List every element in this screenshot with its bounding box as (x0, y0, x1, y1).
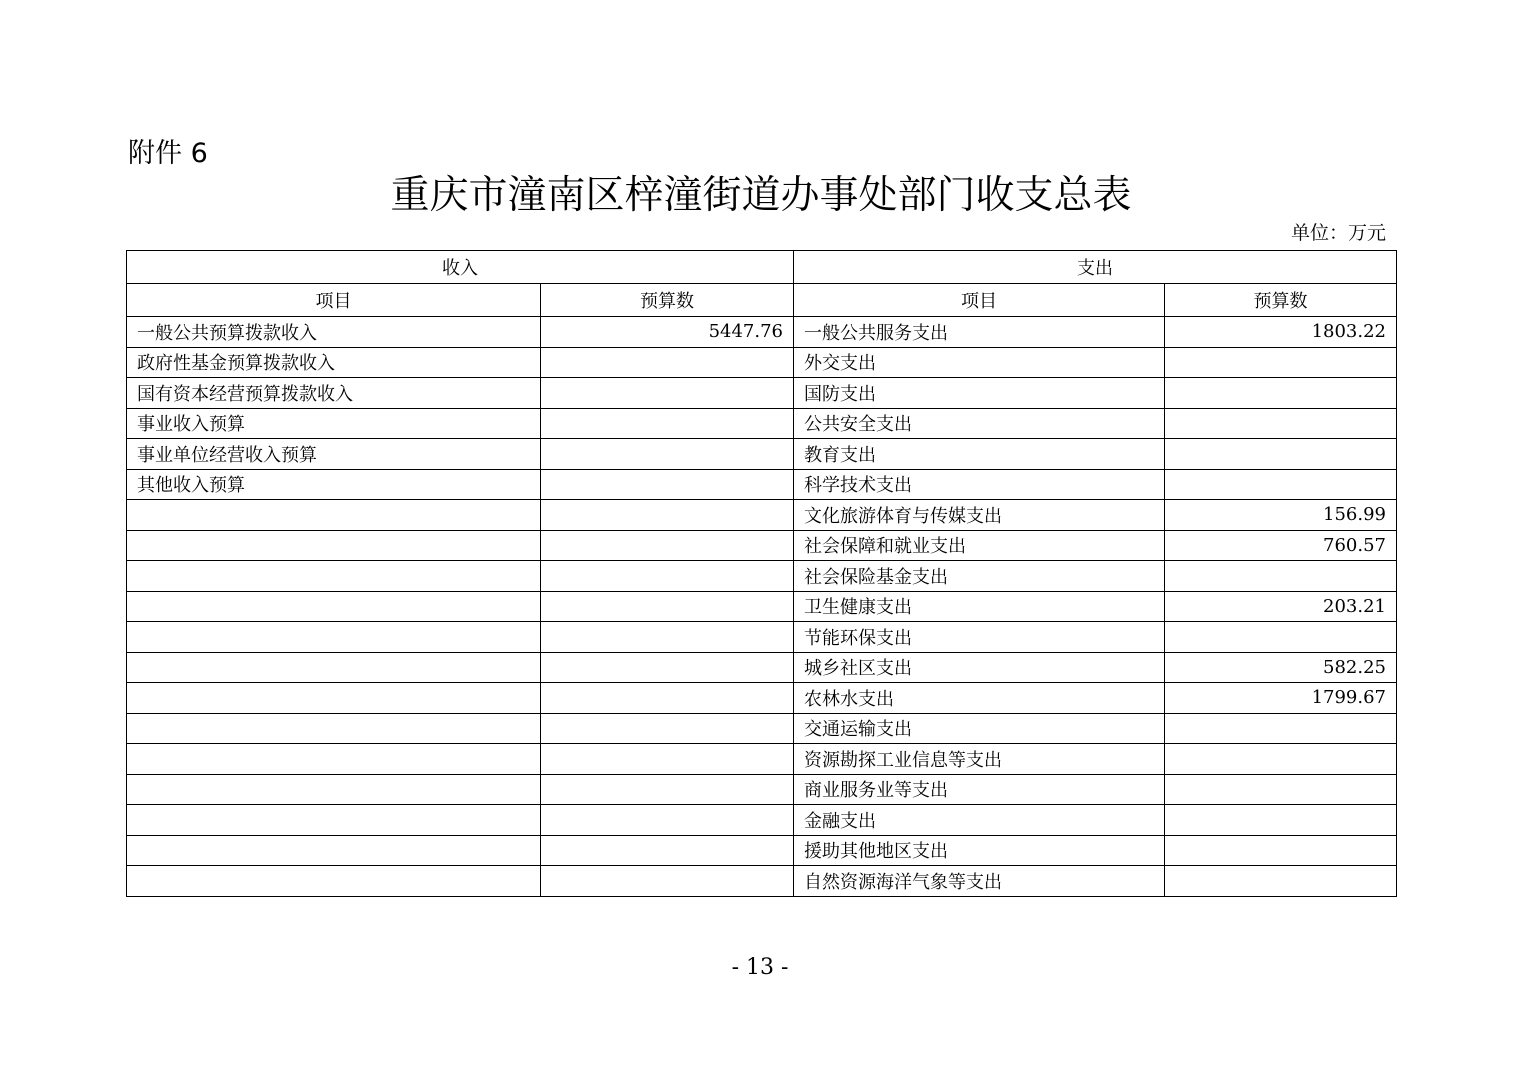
income-amount-cell (541, 744, 794, 775)
expense-amount-cell (1165, 774, 1397, 805)
table-row (127, 317, 1397, 348)
expense-amount-cell: 760.57 (1165, 530, 1397, 561)
expense-amount-cell (1165, 408, 1397, 439)
income-item-cell (127, 805, 541, 836)
income-amount-cell (541, 622, 794, 653)
expense-amount-cell (1165, 439, 1397, 470)
income-amount-cell (541, 561, 794, 592)
income-section-header: 收入 (127, 251, 794, 284)
income-amount-cell (541, 652, 794, 683)
expense-item-cell: 节能环保支出 (794, 622, 1165, 653)
expense-amount-cell (1165, 866, 1397, 897)
income-item-cell (127, 774, 541, 805)
income-item-cell: 政府性基金预算拨款收入 (127, 347, 541, 378)
table-row (127, 408, 1397, 439)
income-item-cell (127, 683, 541, 714)
income-item-cell: 事业单位经营收入预算 (127, 439, 541, 470)
table-row (127, 347, 1397, 378)
expense-item-cell: 农林水支出 (794, 683, 1165, 714)
expense-amount-cell: 156.99 (1165, 500, 1397, 531)
income-amount-cell (541, 347, 794, 378)
budget-table (126, 250, 1397, 897)
income-item-cell: 事业收入预算 (127, 408, 541, 439)
expense-item-header: 项目 (794, 284, 1165, 317)
income-item-cell (127, 500, 541, 531)
income-amount-cell (541, 835, 794, 866)
page-title: 重庆市潼南区梓潼街道办事处部门收支总表 (390, 173, 1132, 218)
expense-amount-cell: 582.25 (1165, 652, 1397, 683)
expense-item-cell: 卫生健康支出 (794, 591, 1165, 622)
table-row (127, 713, 1397, 744)
table-row (127, 378, 1397, 409)
table-row (127, 683, 1397, 714)
income-amount-cell: 5447.76 (541, 317, 794, 348)
income-item-cell (127, 835, 541, 866)
expense-item-cell: 公共安全支出 (794, 408, 1165, 439)
expense-item-cell: 交通运输支出 (794, 713, 1165, 744)
expense-amount-cell (1165, 713, 1397, 744)
table-row (127, 469, 1397, 500)
expense-item-cell: 文化旅游体育与传媒支出 (794, 500, 1165, 531)
expense-item-cell: 商业服务业等支出 (794, 774, 1165, 805)
expense-item-cell: 国防支出 (794, 378, 1165, 409)
income-amount-cell (541, 683, 794, 714)
section-header-row (127, 251, 1397, 284)
expense-amount-cell (1165, 347, 1397, 378)
expense-item-cell: 一般公共服务支出 (794, 317, 1165, 348)
expense-amount-cell (1165, 378, 1397, 409)
income-amount-cell (541, 530, 794, 561)
income-item-cell (127, 530, 541, 561)
income-amount-cell (541, 439, 794, 470)
table-row (127, 591, 1397, 622)
income-amount-cell (541, 774, 794, 805)
expense-budget-header: 预算数 (1165, 284, 1397, 317)
expense-amount-cell: 1803.22 (1165, 317, 1397, 348)
table-row (127, 835, 1397, 866)
column-header-row (127, 284, 1397, 317)
income-amount-cell (541, 713, 794, 744)
expense-item-cell: 援助其他地区支出 (794, 835, 1165, 866)
expense-item-cell: 科学技术支出 (794, 469, 1165, 500)
income-amount-cell (541, 378, 794, 409)
income-amount-cell (541, 500, 794, 531)
expense-amount-cell (1165, 744, 1397, 775)
attachment-label: 附件 6 (128, 138, 208, 169)
expense-amount-cell (1165, 805, 1397, 836)
expense-amount-cell (1165, 622, 1397, 653)
table-row (127, 622, 1397, 653)
income-amount-cell (541, 469, 794, 500)
income-item-cell: 国有资本经营预算拨款收入 (127, 378, 541, 409)
expense-amount-cell (1165, 469, 1397, 500)
expense-item-cell: 金融支出 (794, 805, 1165, 836)
table-body (127, 317, 1397, 897)
expense-item-cell: 自然资源海洋气象等支出 (794, 866, 1165, 897)
page-number: - 13 - (731, 955, 789, 980)
unit-label: 单位：万元 (1290, 222, 1386, 244)
expense-amount-cell: 203.21 (1165, 591, 1397, 622)
table-row (127, 561, 1397, 592)
table-row (127, 744, 1397, 775)
income-item-cell: 一般公共预算拨款收入 (127, 317, 541, 348)
expense-section-header: 支出 (794, 251, 1397, 284)
income-amount-cell (541, 591, 794, 622)
table-row (127, 439, 1397, 470)
income-item-cell (127, 591, 541, 622)
income-item-cell (127, 866, 541, 897)
table-row (127, 500, 1397, 531)
income-budget-header: 预算数 (541, 284, 794, 317)
income-amount-cell (541, 866, 794, 897)
income-item-cell (127, 652, 541, 683)
expense-item-cell: 教育支出 (794, 439, 1165, 470)
income-item-header: 项目 (127, 284, 541, 317)
income-item-cell (127, 561, 541, 592)
table-row (127, 866, 1397, 897)
income-amount-cell (541, 805, 794, 836)
expense-item-cell: 资源勘探工业信息等支出 (794, 744, 1165, 775)
table-row (127, 530, 1397, 561)
expense-amount-cell: 1799.67 (1165, 683, 1397, 714)
table-row (127, 774, 1397, 805)
expense-item-cell: 外交支出 (794, 347, 1165, 378)
expense-amount-cell (1165, 561, 1397, 592)
income-item-cell (127, 622, 541, 653)
table-row (127, 652, 1397, 683)
income-item-cell: 其他收入预算 (127, 469, 541, 500)
income-amount-cell (541, 408, 794, 439)
expense-amount-cell (1165, 835, 1397, 866)
expense-item-cell: 社会保障和就业支出 (794, 530, 1165, 561)
expense-item-cell: 社会保险基金支出 (794, 561, 1165, 592)
table-row (127, 805, 1397, 836)
income-item-cell (127, 713, 541, 744)
expense-item-cell: 城乡社区支出 (794, 652, 1165, 683)
income-item-cell (127, 744, 541, 775)
